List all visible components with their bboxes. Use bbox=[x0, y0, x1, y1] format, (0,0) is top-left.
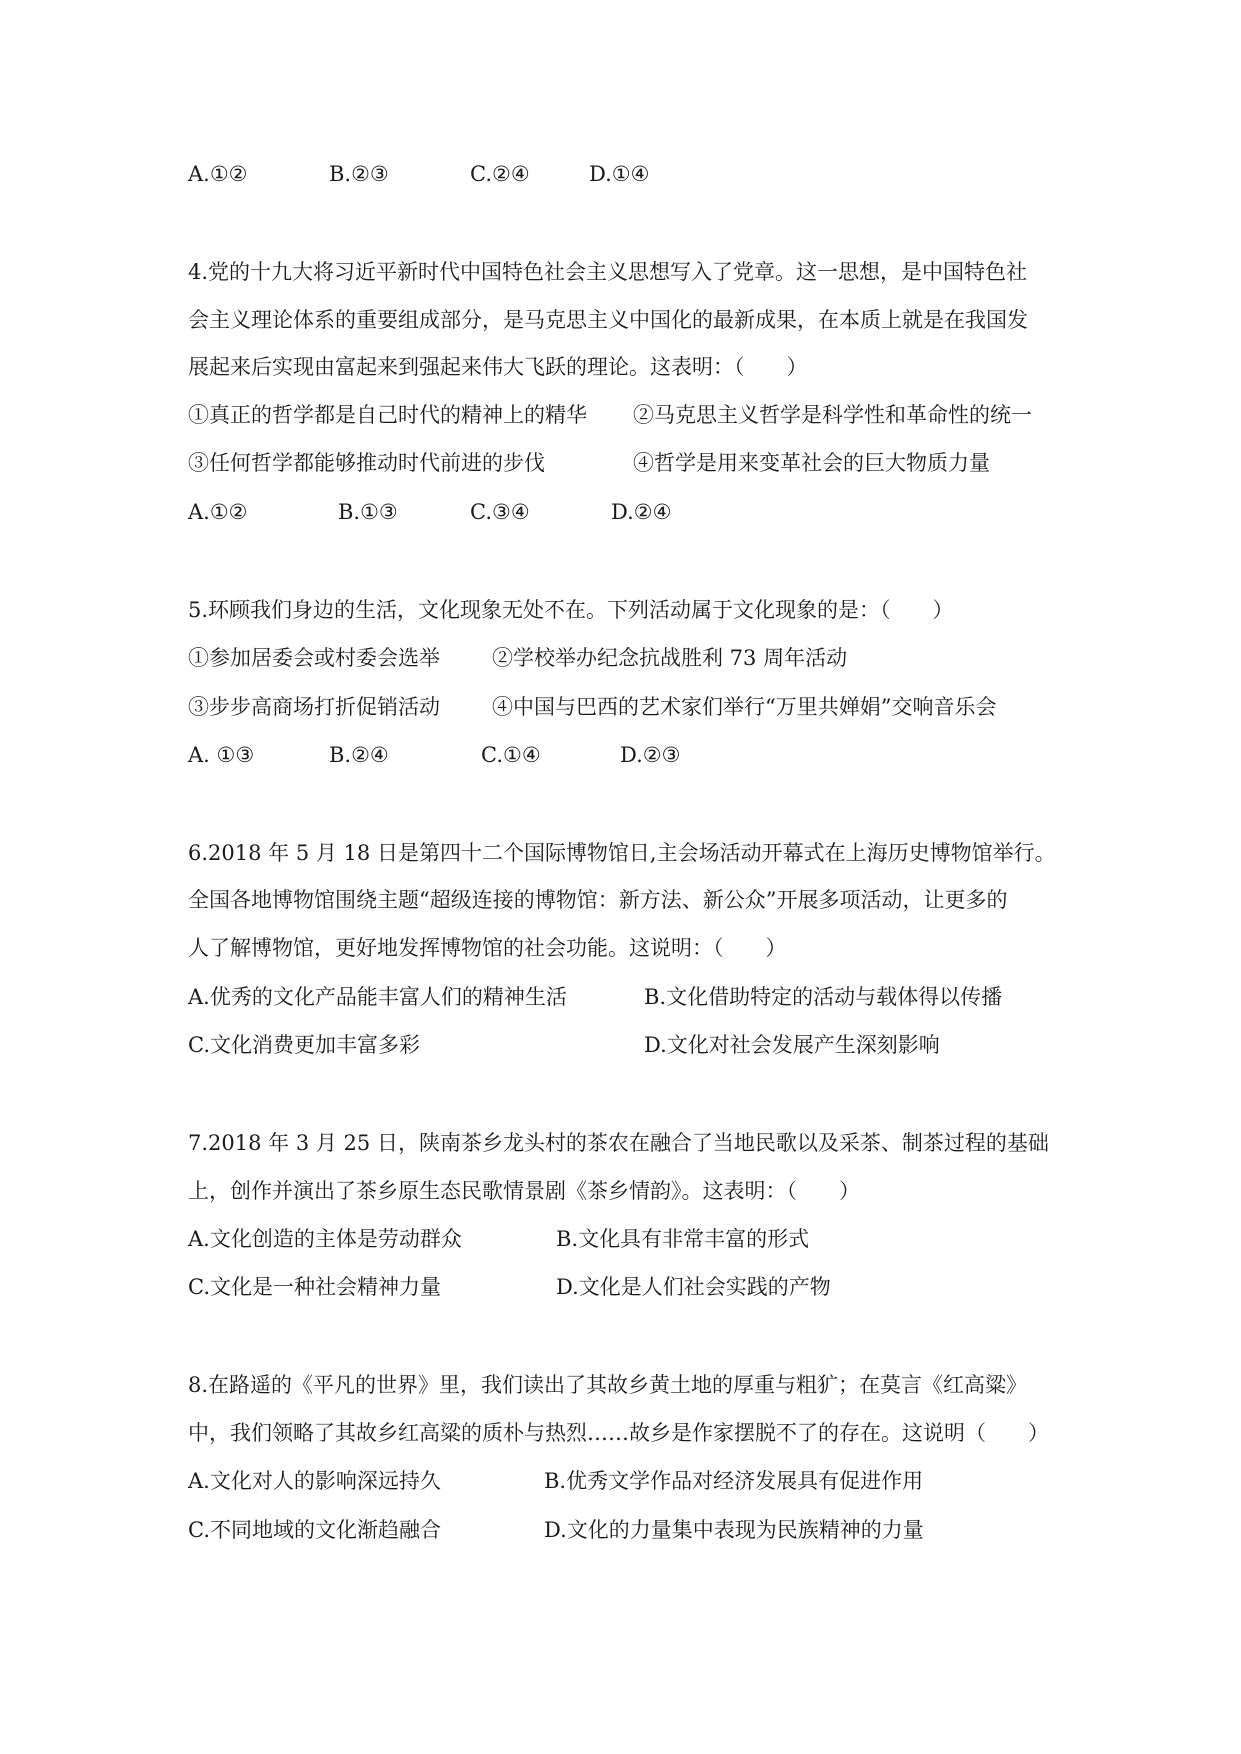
q8-option-b: B.优秀文学作品对经济发展具有促进作用 bbox=[544, 1469, 924, 1493]
q4-option-d: D.②④ bbox=[611, 500, 672, 524]
q7-stem-line-2: 上，创作并演出了茶乡原生态民歌情景剧《茶乡情韵》。这表明：（ ） bbox=[188, 1179, 860, 1203]
q5-option-c: C.①④ bbox=[481, 743, 541, 767]
q4-stem-line-3: 展起来后实现由富起来到强起来伟大飞跃的理论。这表明：（ ） bbox=[188, 355, 808, 379]
q8-option-c: C.不同地域的文化渐趋融合 bbox=[188, 1518, 441, 1542]
q4-item-1: ①真正的哲学都是自己时代的精神上的精华 bbox=[188, 403, 587, 427]
q4-option-b: B.①③ bbox=[338, 500, 398, 524]
q4-item-2: ②马克思主义哲学是科学性和革命性的统一 bbox=[633, 403, 1032, 427]
q8-option-a: A.文化对人的影响深远持久 bbox=[188, 1469, 441, 1493]
q5-stem-line-1: 5.环顾我们身边的生活，文化现象无处不在。下列活动属于文化现象的是：（ ） bbox=[188, 598, 954, 622]
q6-stem-line-1: 6.2018 年 5 月 18 日是第四十二个国际博物馆日,主会场活动开幕式在上海历史博物馆举行。 bbox=[188, 841, 1056, 865]
q4-stem-line-1: 4.党的十九大将习近平新时代中国特色社会主义思想写入了党章。这一思想，是中国特色社 bbox=[188, 260, 1028, 284]
q7-option-b: B.文化具有非常丰富的形式 bbox=[556, 1227, 810, 1251]
q3-option-c: C.②④ bbox=[470, 162, 530, 186]
q5-item-1: ①参加居委会或村委会选举 bbox=[188, 646, 440, 670]
q5-item-4: ④中国与巴西的艺术家们举行“万里共婵娟”交响音乐会 bbox=[492, 695, 997, 719]
q5-option-d: D.②③ bbox=[620, 743, 681, 767]
q6-option-d: D.文化对社会发展产生深刻影响 bbox=[644, 1033, 940, 1057]
q8-stem-line-2: 中，我们领略了其故乡红高粱的质朴与热烈……故乡是作家摆脱不了的存在。这说明（ ） bbox=[188, 1421, 1049, 1445]
q6-stem-line-3: 人了解博物馆，更好地发挥博物馆的社会功能。这说明：（ ） bbox=[188, 936, 787, 960]
q6-option-c: C.文化消费更加丰富多彩 bbox=[188, 1033, 420, 1057]
q7-stem-line-1: 7.2018 年 3 月 25 日，陕南茶乡龙头村的茶农在融合了当地民歌以及采茶、制茶过程的基础 bbox=[188, 1131, 1049, 1155]
q3-option-d: D.①④ bbox=[589, 162, 650, 186]
q8-stem-line-1: 8.在路遥的《平凡的世界》里，我们读出了其故乡黄土地的厚重与粗犷；在莫言《红高粱》 bbox=[188, 1373, 1028, 1397]
q3-option-b: B.②③ bbox=[329, 162, 389, 186]
q6-stem-line-2: 全国各地博物馆围绕主题“超级连接的博物馆：新方法、新公众”开展多项活动，让更多的 bbox=[188, 888, 1008, 912]
q4-option-c: C.③④ bbox=[470, 500, 530, 524]
q5-option-b: B.②④ bbox=[329, 743, 389, 767]
q4-stem-line-2: 会主义理论体系的重要组成部分，是马克思主义中国化的最新成果，在本质上就是在我国发 bbox=[188, 308, 1028, 332]
q5-option-a: A. ①③ bbox=[188, 743, 255, 767]
q5-item-3: ③步步高商场打折促销活动 bbox=[188, 695, 440, 719]
q3-option-a: A.①② bbox=[188, 162, 248, 186]
q7-option-c: C.文化是一种社会精神力量 bbox=[188, 1275, 441, 1299]
q7-option-a: A.文化创造的主体是劳动群众 bbox=[188, 1227, 462, 1251]
q5-item-2: ②学校举办纪念抗战胜利 73 周年活动 bbox=[492, 646, 848, 670]
q4-item-4: ④哲学是用来变革社会的巨大物质力量 bbox=[633, 451, 990, 475]
q8-option-d: D.文化的力量集中表现为民族精神的力量 bbox=[544, 1518, 924, 1542]
q4-item-3: ③任何哲学都能够推动时代前进的步伐 bbox=[188, 451, 545, 475]
q7-option-d: D.文化是人们社会实践的产物 bbox=[556, 1275, 831, 1299]
q6-option-b: B.文化借助特定的活动与载体得以传播 bbox=[644, 985, 1003, 1009]
q4-option-a: A.①② bbox=[188, 500, 248, 524]
q6-option-a: A.优秀的文化产品能丰富人们的精神生活 bbox=[188, 985, 567, 1009]
